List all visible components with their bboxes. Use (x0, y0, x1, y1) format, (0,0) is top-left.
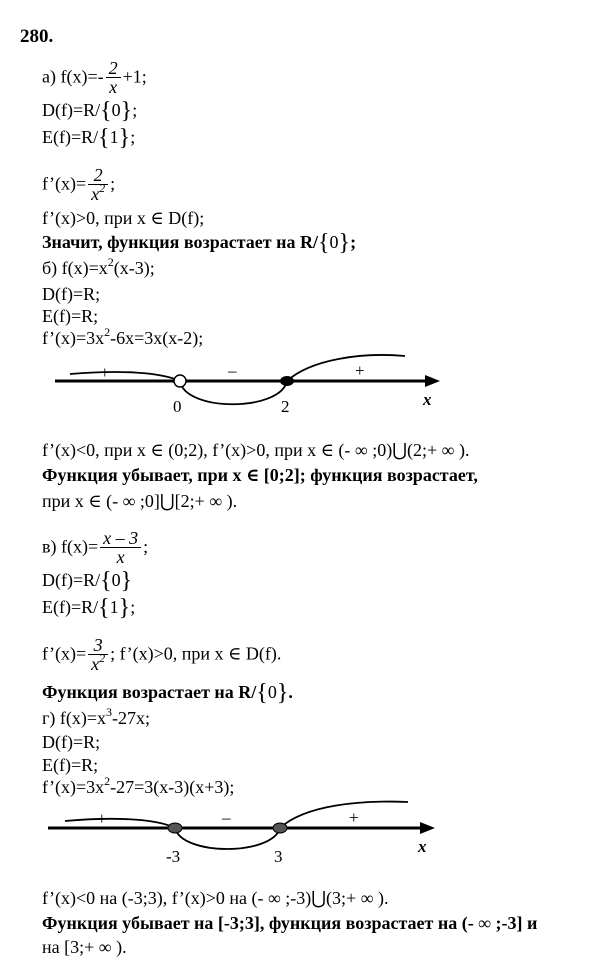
part-v-conclusion: Функция возрастает на R/{0}. (42, 680, 293, 706)
part-a-sign: f’(x)>0, при x ∈ D(f); (42, 208, 205, 228)
part-v-domain: D(f)=R/{0} (42, 568, 133, 594)
sign-plus-left: + (97, 809, 107, 828)
part-b-conclusion-1: Функция убывает, при x ∈ [0;2]; функция возрастает, (42, 465, 478, 485)
part-a-range: E(f)=R/{1}; (42, 125, 136, 151)
fraction: $\frac{2}{x}$ (106, 60, 121, 97)
part-g-sign: f’(x)<0 на (-3;3), f’(x)>0 на (- ∞ ;-3)⋃(3;+ ∞ ). (42, 888, 389, 908)
axis-label-x: x (423, 390, 432, 409)
part-g-derivative: $f’(x)=3x^2-27=3(x-3)(x+3)$; (42, 774, 235, 797)
part-b-range: E(f)=R; (42, 306, 99, 326)
part-v-derivative: f’(x)= $\frac{3}{x^2}$ ; f’(x)>0, при x ∈ D(f). (42, 635, 282, 674)
sign-arc-mid (175, 828, 280, 849)
part-b-sign: f’(x)<0, при x ∈ (0;2), f’(x)>0, при x ∈ (- ∞ ;0)⋃(2;+ ∞ ). (42, 440, 470, 460)
sign-plus-right: + (349, 808, 359, 827)
part-a-function: а) f(x)=- $\frac{2}{x}$ +1; (42, 58, 147, 97)
part-b-derivative: $f’(x)=3x^2-6x=3x(x-2)$; (42, 325, 204, 348)
part-g-function: г) $f(x)=x^3-27x$; (42, 705, 151, 728)
sign-chart-g (0, 790, 615, 880)
part-a-derivative: f’(x)= $\frac{2}{x^2}$ ; (42, 165, 116, 204)
point-label-0: 0 (173, 397, 182, 416)
fraction: $\frac{x - 3}{x}$ (100, 530, 141, 567)
filled-point (280, 376, 294, 386)
part-a-conclusion: Значит, функция возрастает на R/{0}; (42, 230, 357, 256)
sign-minus: – (228, 361, 237, 380)
sign-plus-right: + (355, 361, 365, 380)
sign-arc-mid (180, 381, 287, 404)
open-point (174, 375, 186, 387)
part-v-function: в) f(x)= $\frac{x - 3}{x}$ ; (42, 528, 149, 567)
part-a-domain: D(f)=R/{0}; (42, 98, 138, 124)
part-g-conclusion-1: Функция убывает на [-3;3], функция возрастает на (- ∞ ;-3] и (42, 913, 538, 933)
part-b-conclusion-2: при x ∈ (- ∞ ;0]⋃[2;+ ∞ ). (42, 491, 238, 511)
part-g-range: E(f)=R; (42, 755, 99, 775)
part-g-conclusion-2: на [3;+ ∞ ). (42, 937, 127, 957)
problem-number: 280. (20, 26, 54, 47)
fraction: $\frac{3}{x^2}$ (88, 637, 108, 674)
sign-minus: – (222, 808, 231, 827)
fraction: $\frac{2}{x^2}$ (88, 167, 108, 204)
sign-arc-right (287, 355, 405, 381)
point-label-3: 3 (274, 847, 283, 866)
sign-plus-left: + (100, 363, 110, 382)
point-label-neg3: -3 (166, 847, 181, 866)
part-b-function: б) $f(x)=x^2(x-3)$; (42, 255, 155, 278)
axis-label-x: x (418, 837, 427, 856)
part-v-range: E(f)=R/{1}; (42, 595, 136, 621)
sign-arc-right (280, 802, 408, 828)
sign-chart-b (0, 340, 615, 430)
axis-arrow-icon (420, 822, 435, 834)
hatched-point (168, 823, 182, 833)
axis-arrow-icon (425, 375, 440, 387)
hatched-point (273, 823, 287, 833)
point-label-2: 2 (281, 397, 290, 416)
part-b-domain: D(f)=R; (42, 284, 101, 304)
part-g-domain: D(f)=R; (42, 732, 101, 752)
